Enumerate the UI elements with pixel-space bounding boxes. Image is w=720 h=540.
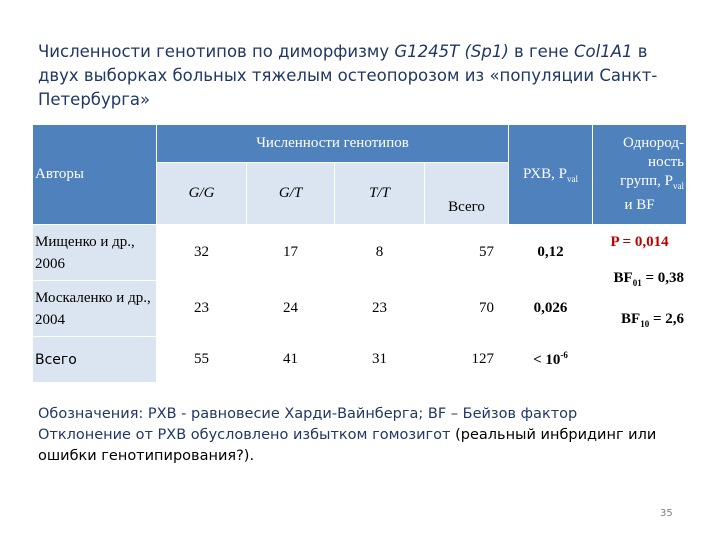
row2-gg-value: 23: [194, 300, 209, 316]
notes-line2-b: (реальный инбридинг или ошибки генотипирования?).: [38, 427, 657, 464]
row2-total-value: 70: [479, 300, 495, 316]
row1-hwe: [509, 225, 593, 281]
authors-header-cell: [33, 125, 157, 225]
total-gt: [247, 337, 335, 383]
row2-tt-value: 23: [372, 300, 387, 316]
row1-total: [425, 225, 509, 281]
bf10-label: BF: [621, 311, 641, 327]
notes-line1: Обозначения: РХВ - равновесие Харди-Вайнберга; BF – Бейзов фактор: [38, 406, 578, 422]
notes-line2-a: Отклонение от РХВ обусловлено избытком гомозигот: [38, 427, 456, 443]
homog-p-value: P = 0,014: [610, 234, 669, 250]
row1-total-value: 57: [479, 244, 495, 260]
total-label-cell: [33, 337, 157, 383]
row1-hwe-value: 0,12: [537, 244, 564, 260]
col-gt-header: [247, 163, 335, 225]
bf01-value: = 0,38: [641, 270, 685, 286]
hwe-header: РХВ, P: [523, 165, 567, 182]
table-row: [33, 225, 687, 281]
table-row: [33, 281, 687, 337]
title-middle: в гене: [508, 42, 574, 61]
bf10-sub: 10: [640, 319, 650, 329]
homog-header-line4: и BF: [624, 197, 655, 213]
row2-hwe-value: 0,026: [533, 300, 568, 316]
col-total-label: Всего: [448, 199, 485, 215]
total-total: [425, 337, 509, 383]
row1-tt: [335, 225, 425, 281]
row1-gt-value: 17: [283, 244, 298, 260]
row1-author-text: Мищенко и др., 2006: [35, 233, 135, 272]
page-number: 35: [660, 508, 673, 519]
col-gt-label: G/T: [278, 185, 303, 201]
row1-tt-value: 8: [375, 244, 384, 260]
bf01-sub: 01: [632, 278, 642, 288]
counts-header-cell: [157, 125, 509, 163]
col-tt-header: [335, 163, 425, 225]
row2-gt-value: 24: [283, 300, 298, 316]
row2-gg: [157, 281, 247, 337]
slide-title: [38, 40, 688, 112]
row1-author: [33, 225, 157, 281]
row2-gt: [247, 281, 335, 337]
col-gg-header: [157, 163, 247, 225]
total-tt: [335, 337, 425, 383]
authors-header: Авторы: [35, 166, 84, 182]
counts-header: Численности генотипов: [256, 135, 409, 151]
row1-gg-value: 32: [194, 244, 209, 260]
row2-author: [33, 281, 157, 337]
hwe-header-cell: [509, 125, 593, 225]
total-empty: [593, 337, 687, 383]
total-gg-value: 55: [194, 351, 209, 367]
total-hwe-value: < 10: [533, 352, 561, 368]
total-hwe: [509, 337, 593, 383]
homog-cell: [593, 225, 687, 337]
genotype-table: [32, 124, 687, 383]
col-tt-label: T/T: [369, 185, 390, 201]
homog-header-line3-sub: val: [673, 181, 685, 191]
row2-total: [425, 281, 509, 337]
total-gg: [157, 337, 247, 383]
bf01-label: BF: [613, 270, 633, 286]
hwe-header-sub: val: [567, 173, 578, 184]
bf10-value: = 2,6: [649, 311, 685, 327]
total-row: [33, 337, 687, 383]
title-prefix: Численности генотипов по диморфизму: [38, 42, 395, 61]
col-gg-label: G/G: [188, 185, 215, 201]
homog-header-line2: ность: [648, 154, 685, 170]
row2-tt: [335, 281, 425, 337]
row1-gt: [247, 225, 335, 281]
total-total-value: 127: [471, 351, 495, 367]
title-gene: Col1A1: [574, 42, 633, 61]
total-hwe-exp: -6: [560, 350, 568, 360]
homog-header-line3: групп, P: [620, 173, 674, 189]
total-row-label: Всего: [35, 351, 77, 368]
row2-author-text: Москаленко и др., 2004: [35, 289, 151, 328]
title-suffix: в двух выборках больных тяжелым остеопорозом из «популяции Санкт-Петербурга»: [38, 42, 658, 109]
homog-header-line1: Однород-: [623, 135, 685, 151]
row1-gg: [157, 225, 247, 281]
notes: [38, 404, 678, 467]
title-polymorphism: G1245T (Sp1): [394, 42, 509, 61]
row2-hwe: [509, 281, 593, 337]
total-gt-value: 41: [283, 351, 298, 367]
homog-header-cell: [593, 125, 687, 225]
total-tt-value: 31: [372, 351, 387, 367]
col-total-header: [425, 163, 509, 225]
